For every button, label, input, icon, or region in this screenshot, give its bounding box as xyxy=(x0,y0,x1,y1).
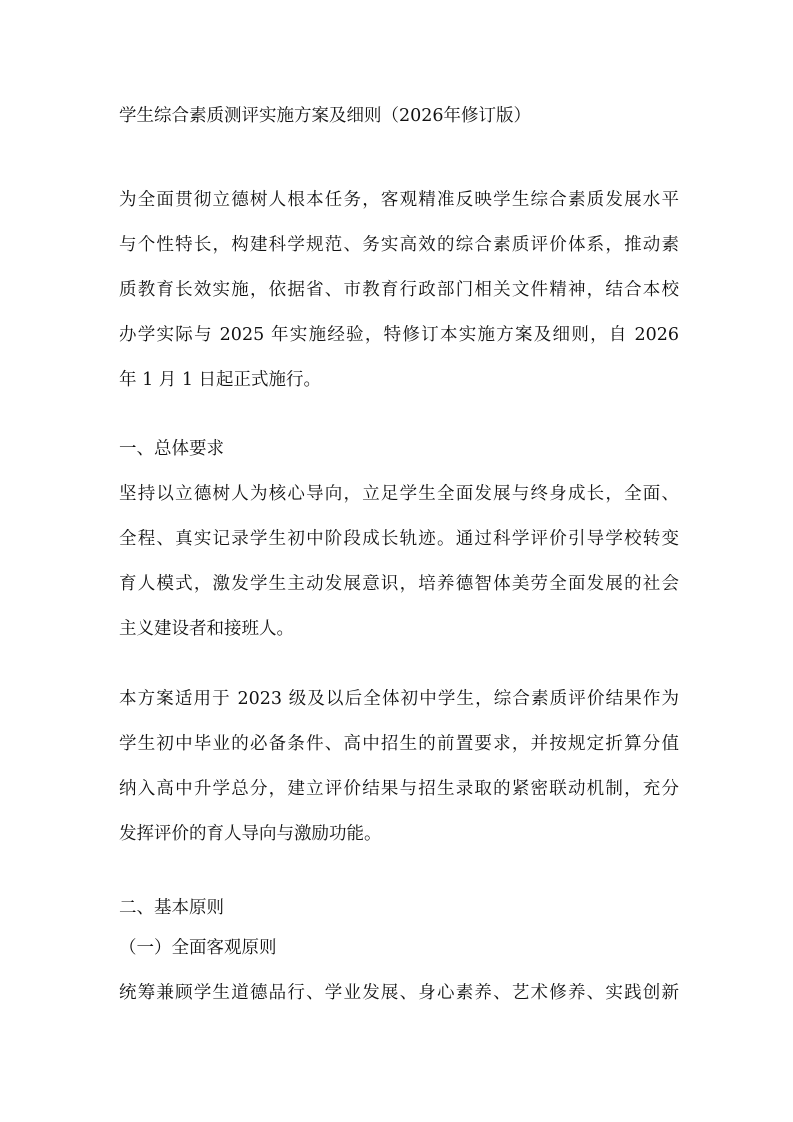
paragraph-line: 坚持以立德树人为核心导向，立足学生全面发展与终身成长，全面、 xyxy=(119,484,679,504)
paragraph-line: 为全面贯彻立德树人根本任务，客观精准反映学生综合素质发展水平 xyxy=(119,190,679,210)
section-heading-2: 二、基本原则 xyxy=(119,898,224,918)
paragraph-line: 年 1 月 1 日起正式施行。 xyxy=(119,370,322,390)
paragraph-line: 纳入高中升学总分，建立评价结果与招生录取的紧密联动机制，充分 xyxy=(119,779,679,799)
paragraph-line: 学生初中毕业的必备条件、高中招生的前置要求，并按规定折算分值 xyxy=(119,734,679,754)
paragraph-line: 发挥评价的育人导向与激励功能。 xyxy=(119,824,382,844)
document-title: 学生综合素质测评实施方案及细则（2026年修订版） xyxy=(119,106,532,126)
paragraph-line: 与个性特长，构建科学规范、务实高效的综合素质评价体系，推动素 xyxy=(119,235,679,255)
section-heading-1: 一、总体要求 xyxy=(119,439,224,459)
paragraph-line: 统筹兼顾学生道德品行、学业发展、身心素养、艺术修养、实践创新 xyxy=(119,983,679,1003)
paragraph-line: 本方案适用于 2023 级及以后全体初中学生，综合素质评价结果作为 xyxy=(119,689,679,709)
paragraph-line: 育人模式，激发学生主动发展意识，培养德智体美劳全面发展的社会 xyxy=(119,574,679,594)
paragraph-line: 办学实际与 2025 年实施经验，特修订本实施方案及细则，自 2026 xyxy=(119,325,679,345)
paragraph-line: 质教育长效实施，依据省、市教育行政部门相关文件精神，结合本校 xyxy=(119,280,679,300)
paragraph-line: 主义建设者和接班人。 xyxy=(119,619,294,639)
paragraph-line: 全程、真实记录学生初中阶段成长轨迹。通过科学评价引导学校转变 xyxy=(119,529,679,549)
subsection-heading: （一）全面客观原则 xyxy=(119,938,277,958)
